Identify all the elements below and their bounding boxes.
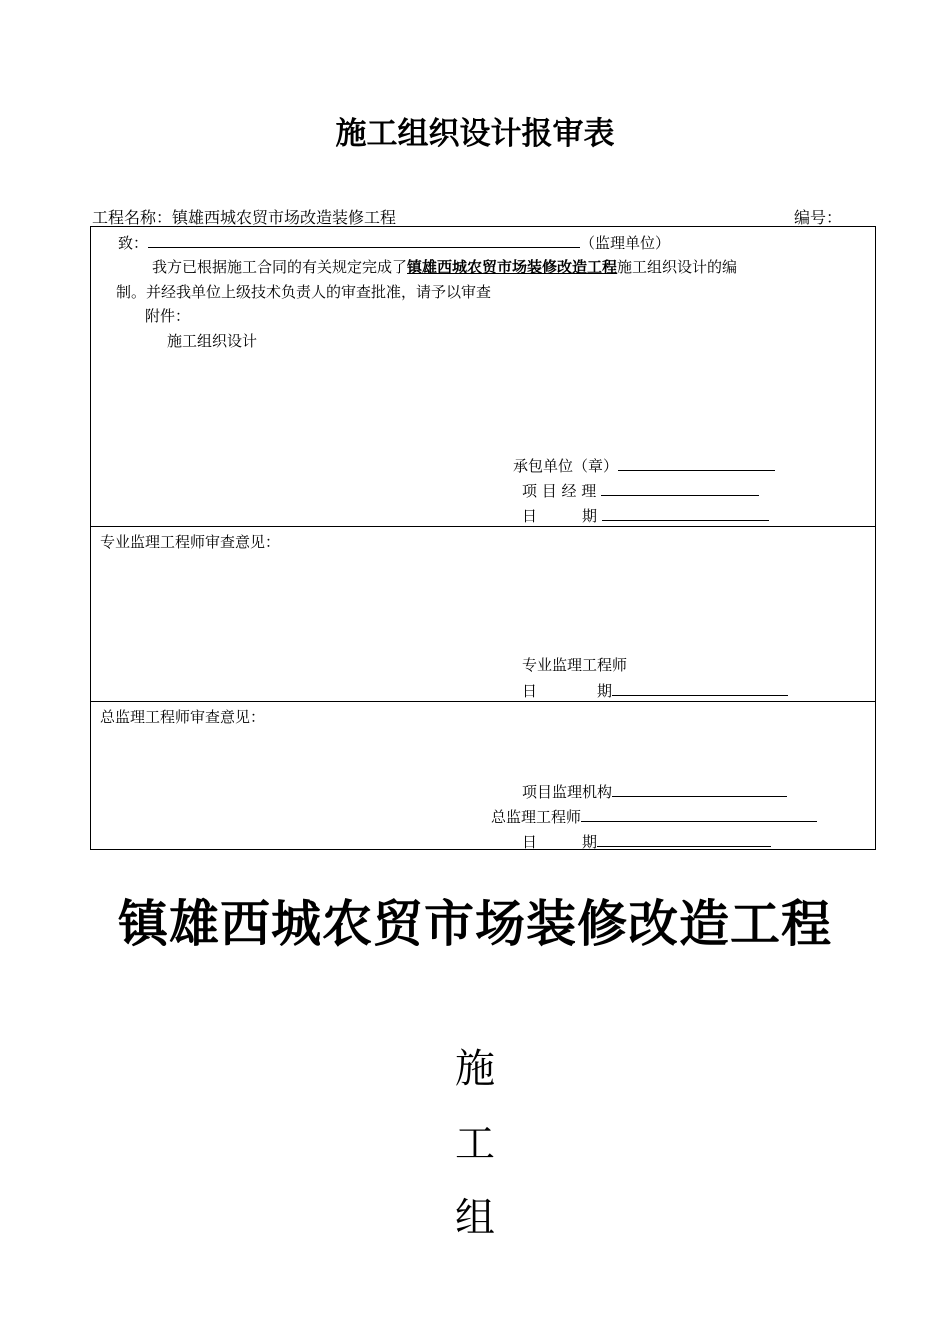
specialist-engineer-label: 专业监理工程师 (522, 656, 628, 674)
body-project-name: 镇雄西城农贸市场装修改造工程 (407, 258, 618, 276)
cover-vertical-char-2: 工 (455, 1121, 495, 1167)
date-label-3: 日 期 (522, 833, 598, 851)
date-blank-3[interactable] (597, 831, 771, 847)
date-line-3 (522, 831, 771, 852)
date-label-2: 日 期 (522, 682, 613, 700)
contractor-blank[interactable] (618, 455, 775, 471)
contractor-label: 承包单位（章） (513, 457, 619, 475)
org-blank[interactable] (612, 781, 787, 797)
attachment-item: 施工组织设计 (167, 332, 258, 350)
specialist-opinion-heading: 专业监理工程师审查意见： (100, 533, 281, 551)
date-line-1 (522, 505, 769, 526)
manager-label: 项 目 经 理 (522, 482, 597, 500)
date-blank-1[interactable] (602, 505, 769, 521)
review-form (90, 226, 876, 850)
manager-line (522, 480, 759, 501)
date-line-2 (522, 680, 788, 701)
section-divider-1 (91, 526, 875, 527)
contractor-line (513, 455, 775, 476)
to-line (118, 232, 670, 253)
to-label: 致： (118, 234, 149, 252)
body-line-2: 制。并经我单位上级技术负责人的审查批准，请予以审查 (116, 283, 492, 301)
manager-blank[interactable] (601, 480, 759, 496)
date-blank-2[interactable] (612, 680, 788, 696)
chief-label: 总监理工程师 (491, 808, 582, 826)
number-label: 编号： (794, 208, 843, 227)
chief-blank[interactable] (581, 806, 817, 822)
body-prefix: 我方已根据施工合同的有关规定完成了 (152, 258, 408, 276)
attachment-label: 附件： (145, 307, 191, 325)
cover-vertical-char-1: 施 (455, 1046, 495, 1092)
date-label-1: 日 期 (522, 507, 598, 525)
section-divider-2 (91, 701, 875, 702)
org-line (522, 781, 787, 802)
project-name-label: 工程名称：镇雄西城农贸市场改造装修工程 (92, 208, 397, 227)
chief-line (491, 806, 817, 827)
page-title: 施工组织设计报审表 (335, 116, 615, 152)
body-line-1 (152, 257, 737, 277)
body-suffix: 施工组织设计的编 (617, 258, 738, 276)
supervisor-unit-blank[interactable] (148, 232, 580, 248)
chief-opinion-heading: 总监理工程师审查意见： (100, 708, 266, 726)
org-label: 项目监理机构 (522, 783, 613, 801)
supervisor-unit-suffix: （监理单位） (580, 234, 671, 252)
cover-vertical-char-3: 组 (455, 1195, 495, 1241)
cover-project-title: 镇雄西城农贸市场装修改造工程 (118, 895, 832, 953)
